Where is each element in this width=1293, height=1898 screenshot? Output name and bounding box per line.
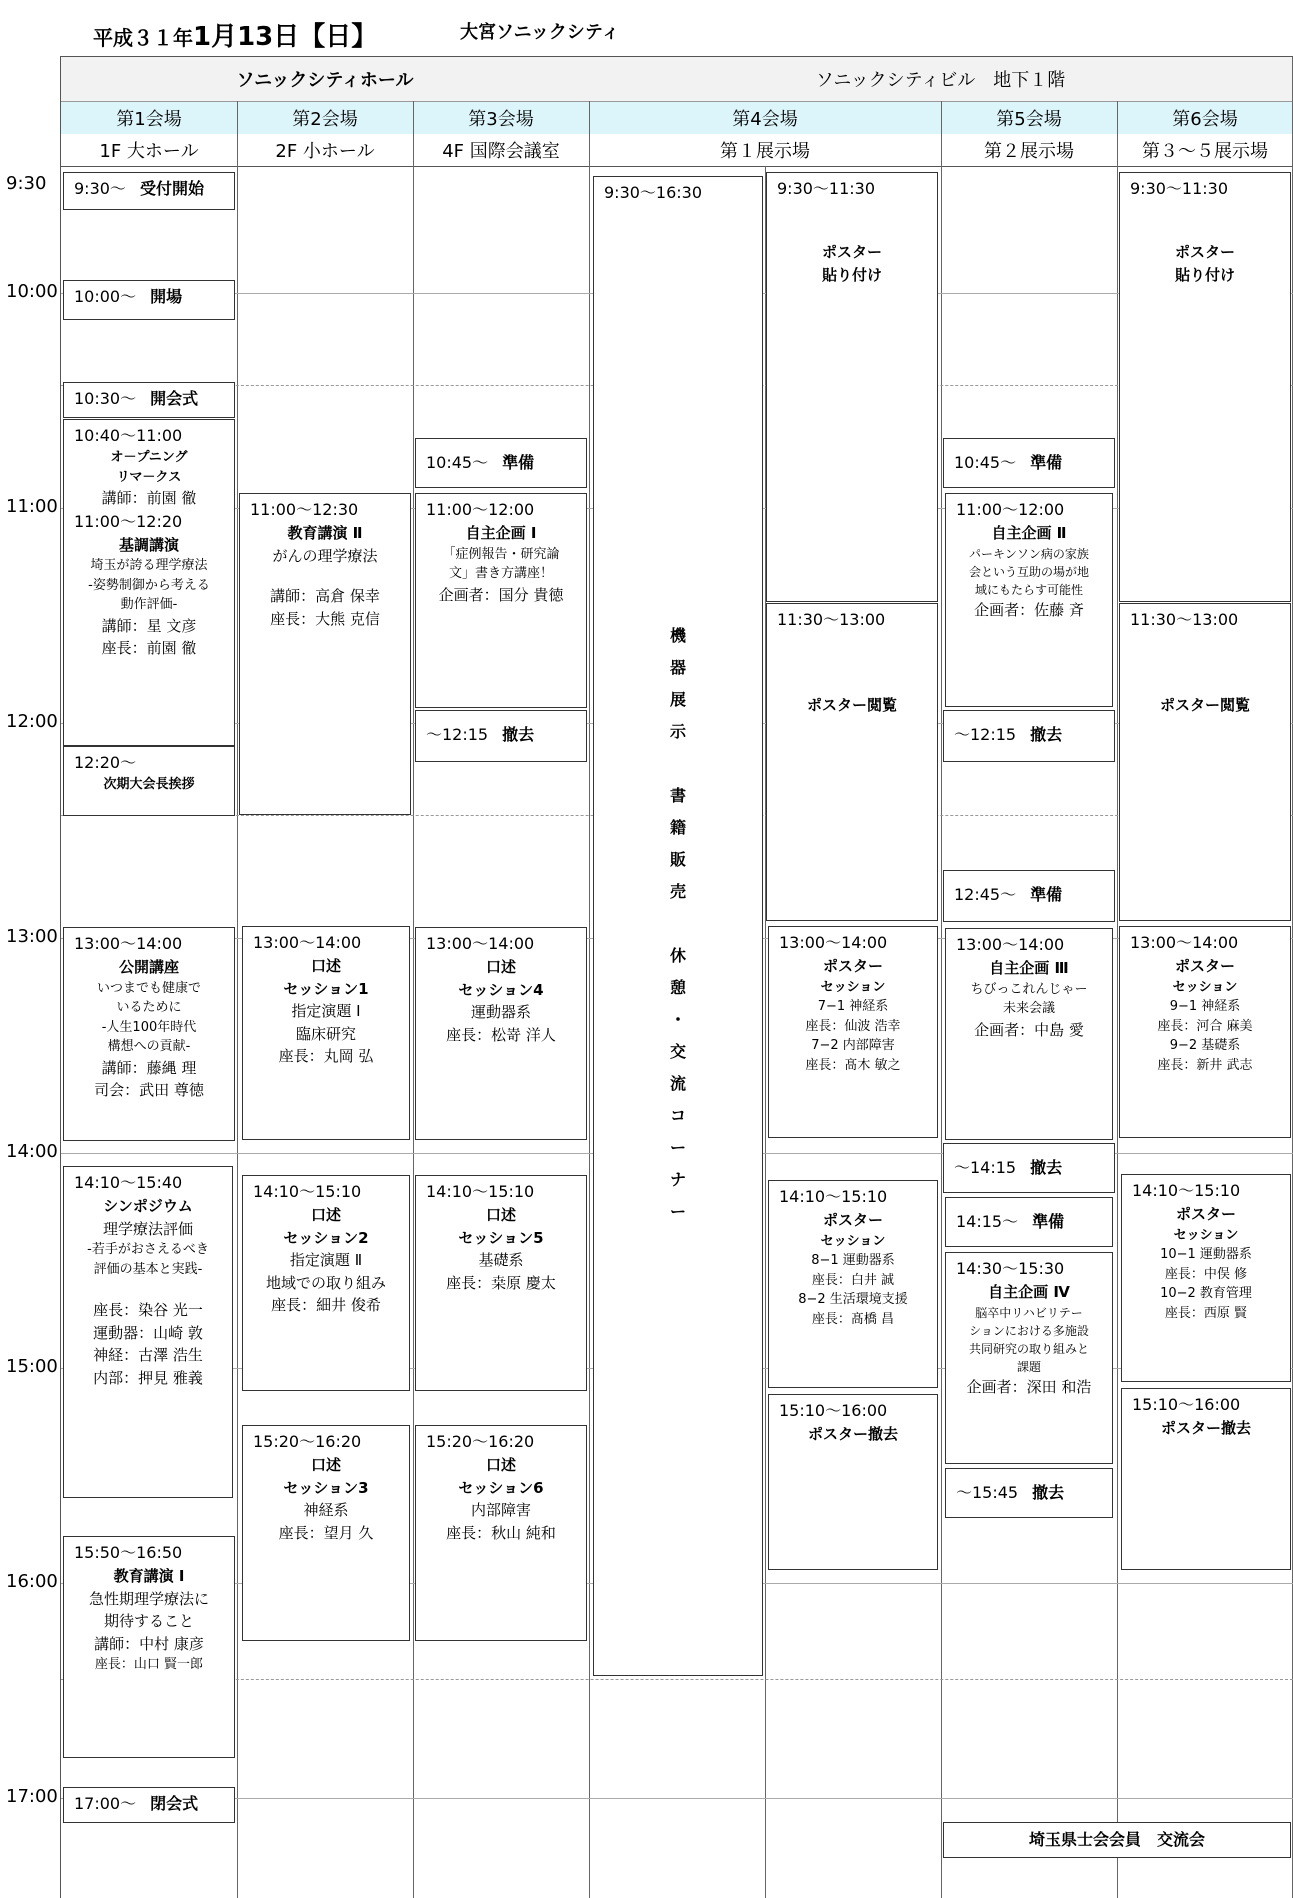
event-desc: 課題 <box>1016 1359 1041 1374</box>
event-education-lecture-1 <box>63 1536 235 1758</box>
event-time: 14:10～15:10 <box>253 1182 362 1201</box>
event-chair: 座長：白井 誠 <box>811 1272 895 1288</box>
event-time: 9:30～11:30 <box>1130 179 1229 198</box>
event-title: 準備 <box>1030 885 1063 904</box>
time-label: 14:00 <box>6 1141 58 1162</box>
vertical-char: ・ <box>669 1010 686 1029</box>
event-desc: 地域での取り組み <box>265 1273 386 1292</box>
event-closing-ceremony <box>63 1787 235 1823</box>
event-title: 開会式 <box>150 389 199 408</box>
vertical-char: 器 <box>669 658 686 677</box>
event-time: 9:30～11:30 <box>777 179 876 198</box>
event-chair: 座長：細井 俊希 <box>271 1296 381 1314</box>
event-time: 15:10～16:00 <box>1132 1395 1241 1414</box>
event-prep-hall5-1 <box>943 438 1115 488</box>
event-prep-hall5-3 <box>945 1197 1113 1247</box>
grid-line <box>61 1679 1293 1680</box>
event-opening-keynote <box>63 419 235 746</box>
event-title: 口述 <box>310 1206 341 1224</box>
event-desc: パーキンソン病の家族 <box>969 546 1089 561</box>
event-title: 撤去 <box>1030 725 1063 744</box>
event-time: 9:30～16:30 <box>604 183 703 202</box>
event-time: 15:20～16:20 <box>426 1432 535 1451</box>
event-desc: 脳卒中リハビリテー <box>975 1305 1083 1320</box>
event-chair: 座長：前園 徹 <box>101 639 197 657</box>
event-desc: 10−2 教育管理 <box>1160 1286 1252 1301</box>
event-time: 15:10～16:00 <box>779 1401 888 1420</box>
event-title: 撤去 <box>1032 1483 1065 1502</box>
vertical-char <box>663 908 693 940</box>
event-prep-hall5-2 <box>943 870 1115 922</box>
event-title: 準備 <box>1032 1212 1065 1231</box>
event-chair: 座長：髙橋 昌 <box>811 1311 895 1327</box>
event-desc: いるために <box>116 1000 182 1015</box>
event-time: 13:00～14:00 <box>426 934 535 953</box>
event-planner: 企画者：中島 愛 <box>974 1020 1084 1039</box>
hall-3-room: 4F 国際会議室 <box>413 134 589 167</box>
event-title: 自主企画 Ⅰ <box>465 524 537 542</box>
event-time: 11:00～12:00 <box>956 500 1065 519</box>
time-label: 15:00 <box>6 1356 58 1377</box>
event-desc: がんの理学療法 <box>272 546 378 565</box>
event-desc: -人生100年時代 <box>101 1019 197 1035</box>
event-title: 受付開始 <box>139 179 204 198</box>
event-symposium <box>63 1166 233 1498</box>
vertical-char: コ <box>669 1106 686 1125</box>
event-title: 公開講座 <box>118 958 179 976</box>
hall-5-room: 第２展示場 <box>941 134 1117 167</box>
event-desc: 動作評価- <box>120 597 178 612</box>
venue-name: 大宮ソニックシティ <box>460 22 620 43</box>
time-label: 17:00 <box>6 1786 58 1807</box>
event-desc: 8−2 生活環境支援 <box>798 1292 908 1307</box>
event-time: 9:30～ <box>74 179 126 198</box>
event-panelist: 内部：押見 雅義 <box>93 1368 203 1387</box>
event-desc: 共同研究の取り組みと <box>968 1341 1089 1356</box>
event-title: セッション <box>820 979 886 995</box>
event-title: 口述 <box>310 957 341 975</box>
event-poster-setup-hall6 <box>1119 172 1291 602</box>
vertical-char <box>663 748 693 780</box>
column-divider <box>589 101 590 1898</box>
event-time: 14:10～15:10 <box>779 1187 888 1206</box>
event-time: 14:10～15:10 <box>426 1182 535 1201</box>
column-divider <box>413 101 414 1898</box>
event-chair: 座長：秋山 純和 <box>446 1523 556 1542</box>
hall-1-room: 1F 大ホール <box>61 134 237 167</box>
event-time: 17:00～ <box>74 1794 137 1813</box>
vertical-char: 示 <box>669 722 686 741</box>
hall-2-room: 2F 小ホール <box>237 134 413 167</box>
event-title: 基調講演 <box>118 535 179 554</box>
vertical-char: 書 <box>669 786 686 805</box>
event-chair: 座長：大熊 克信 <box>270 609 380 628</box>
event-poster-removal-hall4 <box>768 1394 938 1570</box>
page-title <box>93 16 377 53</box>
event-time: ～12:15 <box>954 725 1017 744</box>
event-lecturer: 講師：高倉 保幸 <box>270 587 380 605</box>
event-time: 11:00～12:20 <box>74 511 183 531</box>
event-oral-session-5 <box>415 1175 587 1391</box>
event-planner: 企画者：佐藤 斉 <box>974 600 1084 619</box>
event-poster-viewing-hall6 <box>1119 603 1291 921</box>
event-desc: -姿勢制御から考える <box>88 577 210 593</box>
event-time: 10:30～ <box>74 389 137 408</box>
event-desc: 期待すること <box>103 1612 194 1630</box>
event-time: 10:00～ <box>74 287 137 306</box>
event-title: セッション <box>1173 1227 1239 1243</box>
event-teardown-hall5-2 <box>943 1143 1115 1193</box>
event-time: 13:00～14:00 <box>779 933 888 952</box>
event-title: セッション1 <box>283 979 369 998</box>
event-desc: 指定演題 Ⅰ <box>291 1002 361 1020</box>
event-time: 12:45～ <box>954 885 1017 904</box>
hall-3-name: 第3会場 <box>413 102 589 134</box>
event-planner: 企画者：国分 貴徳 <box>438 585 564 604</box>
event-lecturer: 講師：星 文彦 <box>101 616 197 635</box>
event-chair: 座長：仙波 浩幸 <box>805 1018 901 1034</box>
time-label: 13:00 <box>6 926 58 947</box>
event-time: 10:40～11:00 <box>74 426 183 445</box>
event-time: ～14:15 <box>954 1158 1017 1177</box>
hall-5-name: 第5会場 <box>941 102 1117 134</box>
event-title: シンポジウム <box>103 1197 193 1215</box>
event-title: ポスター <box>1174 243 1235 261</box>
event-desc: 会という互助の場が地 <box>968 564 1089 579</box>
event-title: 撤去 <box>502 725 535 744</box>
event-time: 14:10～15:10 <box>1132 1181 1241 1200</box>
event-time: 10:45～ <box>954 453 1017 472</box>
event-time: 14:15～ <box>956 1212 1019 1231</box>
vertical-char: 機 <box>669 626 686 645</box>
event-poster-session-9 <box>1119 926 1291 1138</box>
column-divider <box>237 101 238 1898</box>
hall-4-room: 第１展示場 <box>589 134 941 167</box>
date-prefix: 平成３１年 <box>93 26 193 50</box>
event-desc: いつまでも健康で <box>96 980 201 996</box>
event-title: セッション3 <box>283 1478 369 1497</box>
event-chair: 座長：河合 麻美 <box>1157 1018 1253 1034</box>
event-title: 口述 <box>485 958 516 976</box>
vertical-char: ー <box>669 1138 686 1157</box>
grid-line <box>61 1798 1293 1799</box>
event-chair: 座長：染谷 光一 <box>93 1301 203 1319</box>
event-title: 準備 <box>1030 453 1063 472</box>
hall-2-name: 第2会場 <box>237 102 413 134</box>
event-desc: ションにおける多施設 <box>969 1323 1089 1338</box>
time-label: 12:00 <box>6 711 58 732</box>
event-poster-removal-hall6 <box>1121 1388 1291 1570</box>
vertical-char: 売 <box>669 882 686 901</box>
event-time: 11:30～13:00 <box>1130 610 1239 629</box>
event-title: 次期大会長挨拶 <box>103 777 195 792</box>
event-lecturer: 講師：前園 徹 <box>101 489 197 507</box>
event-chair: 座長：桒原 慶太 <box>446 1273 556 1292</box>
event-title: 教育講演 Ⅰ <box>113 1567 185 1585</box>
event-desc: 域にもたらす可能性 <box>974 582 1083 597</box>
vertical-char: ナ <box>669 1170 686 1189</box>
event-desc: 指定演題 Ⅱ <box>289 1251 363 1269</box>
hall-4-name: 第4会場 <box>589 102 941 134</box>
event-chair: 座長：松嵜 洋人 <box>446 1025 556 1044</box>
event-public-lecture <box>63 927 235 1141</box>
event-title: セッション4 <box>458 980 544 999</box>
event-time: ～12:15 <box>426 725 489 744</box>
event-desc: 未来会議 <box>1002 1001 1055 1016</box>
event-mc: 司会：武田 尊徳 <box>94 1081 204 1099</box>
vertical-char: 展 <box>669 690 686 709</box>
event-panelist: 神経：古澤 浩生 <box>93 1346 203 1364</box>
event-time: 11:30～13:00 <box>777 610 886 629</box>
event-title: ポスター閲覧 <box>806 696 897 714</box>
event-title: ポスター <box>821 243 882 261</box>
event-desc: 神経系 <box>303 1501 349 1519</box>
vertical-char: 籍 <box>669 818 686 837</box>
event-title: ポスター閲覧 <box>1159 696 1250 714</box>
event-poster-session-7 <box>768 926 938 1138</box>
event-time: 15:20～16:20 <box>253 1432 362 1451</box>
event-chair: 座長：望月 久 <box>278 1523 374 1542</box>
event-desc: 評価の基本と実践- <box>93 1261 203 1277</box>
event-time: 11:00～12:00 <box>426 500 535 519</box>
hall-6-name: 第6会場 <box>1117 102 1293 134</box>
event-title: ポスター <box>1174 957 1235 975</box>
event-time: 13:00～14:00 <box>1130 933 1239 952</box>
event-oral-session-1 <box>242 926 410 1140</box>
event-independent-plan-2 <box>945 493 1113 707</box>
time-label: 10:00 <box>6 281 58 302</box>
event-title: ポスター <box>822 957 883 975</box>
event-next-president-greeting <box>63 746 235 816</box>
date-main: 1月13日 <box>193 22 300 52</box>
event-time: 12:20～ <box>74 753 137 772</box>
event-desc: -若手がおさえるべき <box>87 1242 209 1257</box>
event-desc: 臨床研究 <box>295 1024 356 1043</box>
event-title: セッション <box>1172 979 1238 995</box>
time-label: 16:00 <box>6 1571 58 1592</box>
event-desc: 10−1 運動器系 <box>1160 1247 1252 1262</box>
event-title: 貼り付け <box>1174 265 1235 284</box>
event-title: 自主企画 Ⅳ <box>988 1283 1070 1301</box>
event-desc: 内部障害 <box>470 1501 531 1519</box>
date-day: 【日】 <box>299 22 378 52</box>
event-panelist: 運動器：山崎 敦 <box>93 1323 203 1342</box>
event-title: セッション6 <box>458 1478 544 1497</box>
event-planner: 企画者：深田 和浩 <box>966 1377 1092 1396</box>
event-title: 撤去 <box>1030 1158 1063 1177</box>
event-title: ポスター撤去 <box>1160 1419 1251 1437</box>
event-title: 貼り付け <box>821 265 882 284</box>
vertical-char: 憩 <box>669 978 686 997</box>
event-time: 10:45～ <box>426 453 489 472</box>
event-title: 自主企画 Ⅱ <box>991 524 1067 542</box>
event-title: セッション2 <box>283 1228 369 1247</box>
event-desc: 9−1 神経系 <box>1169 999 1241 1014</box>
event-independent-plan-1 <box>415 493 587 708</box>
event-time: 15:50～16:50 <box>74 1543 183 1562</box>
event-title: 準備 <box>502 453 535 472</box>
event-doors-open <box>63 280 235 320</box>
event-prep-hall3 <box>415 438 587 488</box>
event-chair: 座長：西原 賢 <box>1164 1305 1248 1321</box>
event-poster-session-10 <box>1121 1174 1291 1382</box>
event-poster-viewing-hall4 <box>766 603 938 921</box>
event-title: リマ－クス <box>116 469 182 485</box>
event-oral-session-2 <box>242 1175 410 1391</box>
hall-1-name: 第1会場 <box>61 102 237 134</box>
event-title: 自主企画 Ⅲ <box>989 959 1069 977</box>
event-teardown-hall3 <box>415 710 587 762</box>
event-lecturer: 講師：藤縄 理 <box>101 1058 197 1077</box>
event-title: 口述 <box>310 1456 341 1474</box>
event-desc: 基礎系 <box>478 1251 524 1269</box>
event-time: 11:00～12:30 <box>250 500 359 519</box>
event-oral-session-6 <box>415 1425 587 1641</box>
event-time: 14:30～15:30 <box>956 1259 1065 1278</box>
event-title: ポスター <box>1175 1205 1236 1223</box>
event-chair: 座長：新井 武志 <box>1157 1057 1253 1073</box>
event-desc: 7−2 内部障害 <box>811 1038 895 1053</box>
event-opening-ceremony <box>63 382 235 418</box>
vertical-char: ー <box>669 1202 686 1221</box>
event-desc: 理学療法評価 <box>102 1219 193 1238</box>
column-divider <box>1117 101 1118 1898</box>
event-desc: 埼玉が誇る理学療法 <box>90 558 208 573</box>
vertical-char: 販 <box>669 850 686 869</box>
vertical-char: 休 <box>669 946 686 965</box>
event-teardown-hall5-3 <box>945 1468 1113 1518</box>
time-label: 11:00 <box>6 496 58 517</box>
event-oral-session-4 <box>415 927 587 1140</box>
column-divider <box>941 101 942 1898</box>
event-desc: 7−1 神経系 <box>817 999 889 1014</box>
event-title: セッション <box>820 1233 886 1249</box>
event-title: ポスター <box>822 1211 883 1229</box>
event-title: 開場 <box>150 287 183 306</box>
building-hall: ソニックシティホール <box>61 57 590 102</box>
vertical-char: 流 <box>669 1074 686 1093</box>
event-chair: 座長：中俣 修 <box>1164 1266 1248 1282</box>
event-desc: 運動器系 <box>470 1003 531 1021</box>
event-title: セッション5 <box>458 1228 544 1247</box>
event-independent-plan-4 <box>945 1252 1113 1464</box>
event-title: 口述 <box>485 1456 516 1474</box>
event-time: 13:00～14:00 <box>74 934 183 953</box>
time-label: 9:30 <box>6 173 47 194</box>
event-time: 14:10～15:40 <box>74 1173 183 1192</box>
event-desc: 9−2 基礎系 <box>1169 1038 1241 1053</box>
hall-6-room: 第３～５展示場 <box>1117 134 1293 167</box>
event-desc: 構想への貢献- <box>107 1039 191 1054</box>
event-teardown-hall5-1 <box>943 710 1115 762</box>
event-oral-session-3 <box>242 1425 410 1641</box>
event-time: ～15:45 <box>956 1483 1019 1502</box>
event-education-lecture-2 <box>239 493 411 815</box>
event-desc: 急性期理学療法に <box>88 1589 209 1608</box>
event-independent-plan-3 <box>945 928 1113 1140</box>
event-lecturer: 講師：中村 康彦 <box>94 1634 204 1653</box>
event-title: オ－プニング <box>110 450 188 465</box>
event-title: 教育講演 Ⅱ <box>287 524 363 542</box>
event-desc: 文」書き方講座！ <box>448 566 553 581</box>
event-title: 埼玉県士会会員 交流会 <box>1028 1830 1205 1849</box>
event-time: 13:00～14:00 <box>956 935 1065 954</box>
event-title: 閉会式 <box>150 1794 199 1813</box>
event-chair: 座長：丸岡 弘 <box>278 1047 374 1065</box>
event-member-social <box>943 1822 1291 1858</box>
event-time: 13:00～14:00 <box>253 933 362 952</box>
event-chair: 座長：山口 賢一郎 <box>94 1657 204 1672</box>
event-reception <box>63 172 235 210</box>
event-desc: ちびっこれんじゃー <box>970 981 1088 997</box>
event-chair: 座長：髙木 敏之 <box>805 1057 901 1073</box>
event-desc: 8−1 運動器系 <box>811 1253 895 1268</box>
event-desc: 「症例報告・研究論 <box>442 546 560 562</box>
building-basement: ソニックシティビル 地下１階 <box>589 57 1293 102</box>
exhibition-vertical-text <box>663 620 693 1228</box>
event-poster-setup-hall4 <box>766 172 938 602</box>
vertical-char: 交 <box>669 1042 686 1061</box>
event-title: 口述 <box>485 1206 516 1224</box>
event-title: ポスター撤去 <box>807 1425 898 1443</box>
event-poster-session-8 <box>768 1180 938 1388</box>
